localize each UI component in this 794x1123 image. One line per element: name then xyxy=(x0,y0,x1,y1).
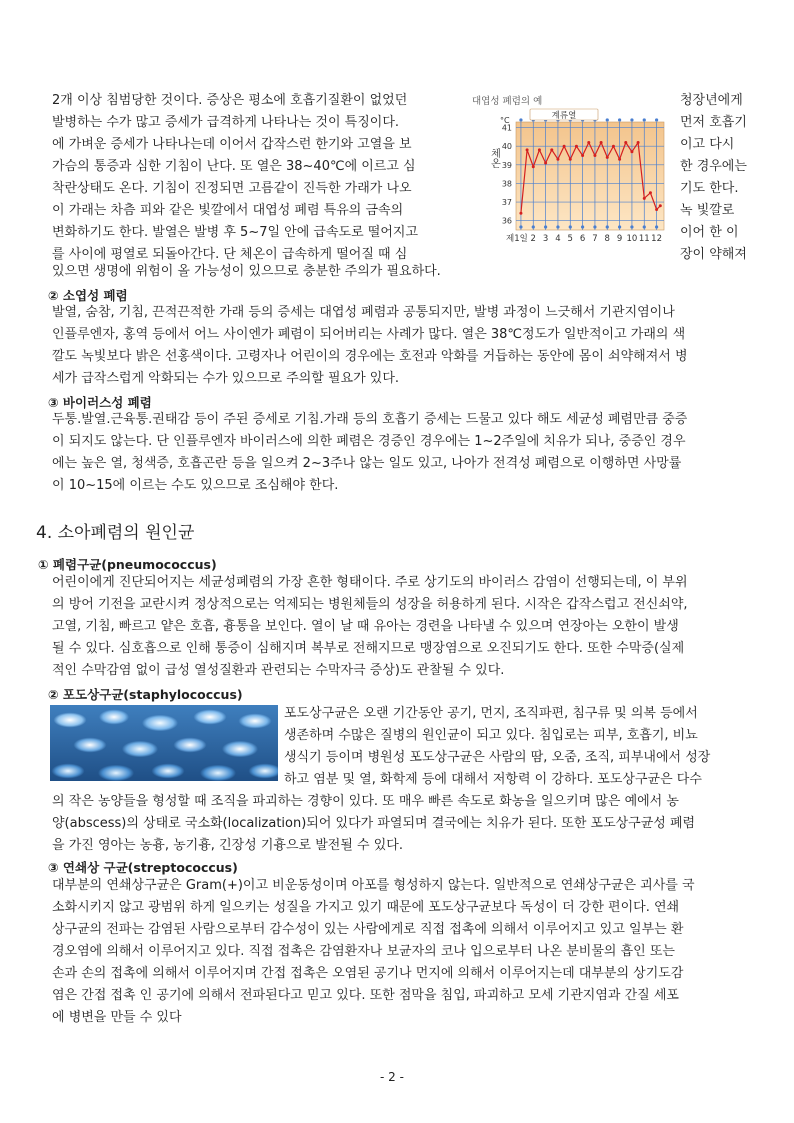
para1-line: 가슴의 통증과 심한 기침이 난다. 또 열은 38~40℃에 이르고 심 xyxy=(52,159,416,174)
x-tick-label: 11 xyxy=(638,234,650,244)
sec3-line: 이 10~15에 이르는 수도 있으므로 조심해야 한다. xyxy=(52,478,339,493)
x-tick-label: 5 xyxy=(567,234,573,244)
subsection-heading-pneumococcus: ① 폐렴구균(pneumococcus) xyxy=(38,557,217,572)
grid-marker-bottom xyxy=(655,225,658,228)
x-tick-label: 2 xyxy=(530,234,536,244)
subsection-heading-streptococcus: ③ 연쇄상 구균(streptococcus) xyxy=(48,860,238,875)
data-point xyxy=(519,212,522,215)
x-tick-label: 10 xyxy=(626,234,638,244)
sec2-line: 세가 급작스럽게 악화되는 수가 있으므로 주의할 필요가 있다. xyxy=(52,371,400,386)
para1-right-line: 한 경우에는 xyxy=(680,159,747,174)
data-point xyxy=(563,145,566,148)
staph-line: 양(abscess)의 상태로 국소화(localization)되어 있다가 파열되며 결국에는 치유가 된다. 또한 포도상구균성 폐렴 xyxy=(52,816,696,831)
y-tick-label: 37 xyxy=(501,198,512,208)
grid-marker-top xyxy=(519,118,522,121)
data-point xyxy=(556,158,559,161)
strep-line: 염은 간접 접촉 인 공기에 의해서 전파된다고 믿고 있다. 또한 점막을 침입, 파괴하고 모세 기관지염과 간질 세포 xyxy=(52,988,679,1003)
x-tick-label: 6 xyxy=(579,234,586,244)
grid-marker-bottom xyxy=(544,225,547,228)
para1-right-line: 녹 빛깔로 xyxy=(680,203,735,218)
staph-right-line: 포도상구균은 오랜 기간동안 공기, 먼지, 조직파편, 침구류 및 의복 등에서 xyxy=(284,706,698,721)
data-point xyxy=(630,150,633,153)
section-heading-causative-agents: 4. 소아폐렴의 원인균 xyxy=(36,523,195,543)
sec2-line: 발열, 숨참, 기침, 끈적끈적한 가래 등의 증세는 대엽성 폐렴과 공통되지만, 발병 과정이 느긋해서 기관지염이나 xyxy=(52,305,675,320)
strep-line: 손과 손의 접촉에 의해서 이루어지며 간접 접촉은 오염된 공기나 먼지에 의해서 이루어지는데 대부분의 상기도감 xyxy=(52,966,684,981)
data-point xyxy=(526,148,529,151)
chart-yunit: °C xyxy=(500,116,510,125)
pneumo-line: 어린이에게 진단되어지는 세균성폐렴의 가장 흔한 형태이다. 주로 상기도의 바이러스 감염이 선행되는데, 이 부위 xyxy=(52,575,688,590)
data-point xyxy=(643,197,646,200)
grid-marker-bottom xyxy=(556,225,559,228)
x-tick-label: 9 xyxy=(616,234,623,244)
page-number: - 2 - xyxy=(380,1070,404,1084)
x-tick-label: 8 xyxy=(604,234,610,244)
subsection-heading-staphylococcus: ② 포도상구균(staphylococcus) xyxy=(48,687,243,702)
data-point xyxy=(649,191,652,194)
pneumo-line: 될 수 있다. 심호흡으로 인해 통증이 심해지며 복부로 전해지므로 맹장염으로 오진되기도 한다. 또한 수막증(실제 xyxy=(52,641,685,656)
grid-marker-bottom xyxy=(606,225,609,228)
x-tick-label: 12 xyxy=(651,234,663,244)
grid-marker-top xyxy=(618,118,621,121)
y-tick-label: 38 xyxy=(501,179,512,189)
para1-line: 이 가래는 차츰 피와 같은 빛깔에서 대엽성 폐렴 특유의 금속의 xyxy=(52,203,404,218)
staph-line: 의 작은 농양들을 형성할 때 조직을 파괴하는 경향이 있다. 또 매우 빠른 속도로 화농을 일으키며 많은 예에서 농 xyxy=(52,794,679,809)
staph-right-line: 생식기 등이며 병원성 포도상구균은 사람의 땀, 오줌, 조직, 피부내에서 성장 xyxy=(284,750,711,765)
data-point xyxy=(600,141,603,144)
data-point xyxy=(581,154,584,157)
data-point xyxy=(569,158,572,161)
strep-line: 소화시키지 않고 광범위 하게 일으키는 성질을 가지고 있기 때문에 포도상구균보다 독성이 더 강한 편이다. 연쇄 xyxy=(52,900,680,915)
para1-line: 착란상태도 온다. 기침이 진정되면 고름같이 진득한 가래가 나오 xyxy=(52,181,412,196)
grid-marker-bottom xyxy=(630,225,633,228)
staph-right-line: 하고 염분 및 열, 화학제 등에 대해서 저항력 이 강하다. 포도상구균은 다수 xyxy=(284,772,702,787)
para1-right-line: 장이 약해져 xyxy=(680,247,747,262)
data-point xyxy=(655,208,658,211)
para1-last-line: 있으면 생명에 위험이 올 가능성이 있으므로 충분한 주의가 필요하다. xyxy=(52,264,441,279)
x-tick-label: 제1일 xyxy=(506,234,528,244)
data-point xyxy=(532,165,535,168)
para1-right-line: 기도 한다. xyxy=(680,181,739,196)
sec2-line: 깔도 녹빛보다 밝은 선홍색이다. 고령자나 어린이의 경우에는 호전과 악화를 거듭하는 동안에 몸이 쇠약해져서 병 xyxy=(52,349,688,364)
staphylococcus-image xyxy=(50,705,278,781)
data-point xyxy=(606,156,609,159)
para1-right-line: 청장년에게 xyxy=(680,93,743,108)
grid-marker-bottom xyxy=(581,225,584,228)
sec3-line: 두통.발열.근육통.권태감 등이 주된 증세로 기침.가래 등의 호흡기 증세는 드물고 있다 해도 세균성 폐렴만큼 중증 xyxy=(52,412,688,427)
chart-title: 대엽성 폐렴의 예 xyxy=(472,96,543,107)
staph-right-line: 생존하며 수많은 질병의 원인균이 되고 있다. 침입로는 피부, 호흡기, 비뇨 xyxy=(284,728,698,743)
grid-marker-bottom xyxy=(532,225,535,228)
chart-ylabel: 체온 xyxy=(488,148,500,168)
para1-line: 에 가벼운 증세가 나타나는데 이어서 갑작스런 한기와 고열을 보 xyxy=(52,137,412,152)
strep-line: 에 병변을 만들 수 있다 xyxy=(52,1010,182,1025)
pneumo-line: 의 방어 기전을 교란시켜 정상적으로는 억제되는 병원체들의 성장을 허용하게 된다. 시작은 갑작스럽고 전신쇠약, xyxy=(52,597,688,612)
data-point xyxy=(624,141,627,144)
pneumo-line: 적인 수막감염 없이 급성 열성질환과 관련되는 수막자극 증상)도 관찰될 수 있다. xyxy=(52,663,505,678)
sec2-line: 인플루엔자, 홍역 등에서 어느 사이엔가 폐렴이 되어버리는 사례가 많다. 열은 38℃정도가 일반적이고 가래의 색 xyxy=(52,327,686,342)
grid-marker-bottom xyxy=(519,225,522,228)
grid-marker-top xyxy=(606,118,609,121)
y-tick-label: 39 xyxy=(501,160,512,170)
grid-marker-top xyxy=(630,118,633,121)
para1-line: 발병하는 수가 많고 증세가 급격하게 나타나는 것이 특징이다. xyxy=(52,115,400,130)
data-point xyxy=(659,204,662,207)
para1-right-line: 이고 다시 xyxy=(680,137,735,152)
chart-annotation: 계류열 xyxy=(551,111,577,121)
data-point xyxy=(575,145,578,148)
grid-marker-top xyxy=(643,118,646,121)
sec3-line: 에는 높은 열, 청색증, 호흡곤란 등을 일으켜 2~3주나 않는 일도 있고, 나아가 전격성 폐렴으로 이행하면 사망률 xyxy=(52,456,682,471)
sec3-line: 이 되지도 않는다. 단 인플루엔자 바이러스에 의한 폐렴은 경증인 경우에는 1~2주일에 치유가 되나, 중증인 경우 xyxy=(52,434,686,449)
data-point xyxy=(544,161,547,164)
data-point xyxy=(550,148,553,151)
data-point xyxy=(618,158,621,161)
staph-line: 을 가진 영아는 농흉, 농기흉, 긴장성 기흉으로 발전될 수 있다. xyxy=(52,838,403,853)
data-point xyxy=(612,145,615,148)
fever-chart xyxy=(470,92,676,252)
section-heading-viral: ③ 바이러스성 폐렴 xyxy=(48,395,152,410)
grid-marker-bottom xyxy=(593,225,596,228)
data-point xyxy=(587,141,590,144)
grid-marker-bottom xyxy=(569,225,572,228)
grid-marker-top xyxy=(655,118,658,121)
x-tick-label: 7 xyxy=(592,234,598,244)
strep-line: 상구균의 전파는 감염된 사람으로부터 감수성이 있는 사람에게로 직접 접촉에 의해서 이루어지고 있고 일부는 환 xyxy=(52,922,684,937)
para1-line: 변화하기도 한다. 발열은 발병 후 5~7일 안에 급속도로 떨어지고 xyxy=(52,225,419,240)
para1-line: 2개 이상 침범당한 것이다. 증상은 평소에 호흡기질환이 없었던 xyxy=(52,93,408,108)
strep-line: 대부분의 연쇄상구균은 Gram(+)이고 비운동성이며 아포를 형성하지 않는다. 일반적으로 연쇄상구균은 괴사를 국 xyxy=(52,878,695,893)
data-point xyxy=(538,148,541,151)
x-tick-label: 4 xyxy=(555,234,561,244)
section-heading-lobular: ② 소엽성 폐렴 xyxy=(48,288,128,303)
para1-right-line: 먼저 호흡기 xyxy=(680,115,747,130)
x-tick-label: 3 xyxy=(542,234,549,244)
strep-line: 경오염에 의해서 이루어지고 있다. 직접 접촉은 감염환자나 보균자의 코나 입으로부터 나온 분비물의 흡인 또는 xyxy=(52,944,675,959)
para1-line: 를 사이에 평열로 되돌아간다. 단 체온이 급속하게 떨어질 때 심 xyxy=(52,247,408,262)
y-tick-label: 40 xyxy=(501,142,512,152)
pneumo-line: 고열, 기침, 빠르고 얕은 호흡, 흉통을 보인다. 열이 날 때 유아는 경련을 나타낼 수 있으며 연장아는 오한이 발생 xyxy=(52,619,679,634)
y-tick-label: 36 xyxy=(501,216,512,226)
para1-right-line: 이어 한 이 xyxy=(680,225,739,240)
grid-marker-bottom xyxy=(643,225,646,228)
data-point xyxy=(637,141,640,144)
data-point xyxy=(593,154,596,157)
grid-marker-bottom xyxy=(618,225,621,228)
y-tick-label: 41 xyxy=(501,123,512,133)
